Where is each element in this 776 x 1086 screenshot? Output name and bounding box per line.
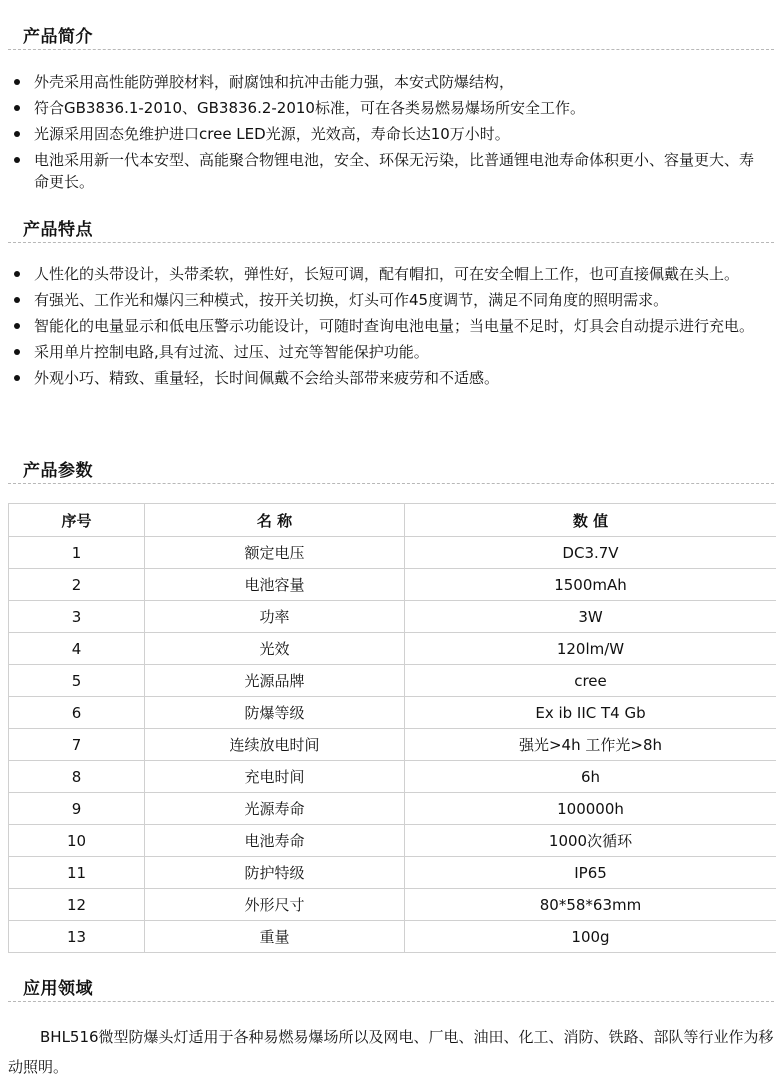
row-name: 功率 [145,601,405,633]
row-name: 充电时间 [145,761,405,793]
row-index: 7 [9,729,145,761]
intro-item: 符合GB3836.1-2010、GB3836.2-2010标准，可在各类易燃易爆场所安全工作。 [10,97,758,119]
table-row [9,793,776,825]
row-value: cree [405,665,776,697]
row-index: 4 [9,633,145,665]
bullet-icon [14,105,20,111]
row-index: 11 [9,857,145,889]
features-section-title [8,203,774,243]
row-name: 防护特级 [145,857,405,889]
bullet-icon [14,297,20,303]
application-text: BHL516微型防爆头灯适用于各种易燃易爆场所以及网电、厂电、油田、化工、消防、铁路、部队等行业作为移动照明。 [8,1028,774,1076]
header-index: 序号 [9,504,145,537]
row-value: IP65 [405,857,776,889]
feature-item: 智能化的电量显示和低电压警示功能设计，可随时查询电池电量；当电量不足时，灯具会自动提示进行充电。 [10,315,758,337]
table-row [9,889,776,921]
intro-item: 光源采用固态免维护进口cree LED光源，光效高，寿命长达10万小时。 [10,123,758,145]
application-title: 应用领域 [23,979,93,999]
feature-item: 有强光、工作光和爆闪三种模式，按开关切换，灯头可作45度调节，满足不同角度的照明需求。 [10,289,758,311]
header-value: 数 值 [405,504,776,537]
bullet-icon [14,157,20,163]
row-value: 3W [405,601,776,633]
row-index: 3 [9,601,145,633]
row-index: 1 [9,537,145,569]
params-title: 产品参数 [23,461,93,481]
table-row [9,601,776,633]
row-index: 5 [9,665,145,697]
row-name: 光源寿命 [145,793,405,825]
params-table [8,503,776,953]
table-row [9,569,776,601]
table-row [9,729,776,761]
row-name: 外形尺寸 [145,889,405,921]
table-row [9,761,776,793]
bullet-icon [14,349,20,355]
features-title: 产品特点 [23,220,93,240]
row-value: 1500mAh [405,569,776,601]
row-value: 6h [405,761,776,793]
row-value: 强光>4h 工作光>8h [405,729,776,761]
intro-item: 电池采用新一代本安型、高能聚合物锂电池，安全、环保无污染，比普通锂电池寿命体积更小、容量更大、寿命更长。 [10,149,758,193]
bullet-icon [14,323,20,329]
table-header-row [9,504,776,537]
table-row [9,857,776,889]
bullet-icon [14,131,20,137]
row-value: 100g [405,921,776,953]
row-name: 额定电压 [145,537,405,569]
header-name: 名 称 [145,504,405,537]
row-index: 9 [9,793,145,825]
row-value: 80*58*63mm [405,889,776,921]
row-index: 13 [9,921,145,953]
row-name: 连续放电时间 [145,729,405,761]
bullet-icon [14,375,20,381]
feature-item: 采用单片控制电路,具有过流、过压、过充等智能保护功能。 [10,341,758,363]
row-value: DC3.7V [405,537,776,569]
row-name: 电池寿命 [145,825,405,857]
table-row [9,697,776,729]
row-name: 防爆等级 [145,697,405,729]
application-section-title [8,962,774,1002]
row-name: 重量 [145,921,405,953]
intro-list [10,71,758,197]
features-list [10,263,758,393]
row-value: 100000h [405,793,776,825]
row-index: 2 [9,569,145,601]
feature-item: 外观小巧、精致、重量轻，长时间佩戴不会给头部带来疲劳和不适感。 [10,367,758,389]
intro-title: 产品简介 [23,27,93,47]
row-index: 8 [9,761,145,793]
row-value: Ex ib IIC T4 Gb [405,697,776,729]
table-row [9,633,776,665]
row-index: 10 [9,825,145,857]
row-value: 1000次循环 [405,825,776,857]
feature-item: 人性化的头带设计，头带柔软，弹性好，长短可调，配有帽扣，可在安全帽上工作，也可直接佩戴在头上。 [10,263,758,285]
table-row [9,825,776,857]
row-name: 光效 [145,633,405,665]
params-section-title [8,444,774,484]
table-row [9,921,776,953]
bullet-icon [14,79,20,85]
row-name: 电池容量 [145,569,405,601]
row-value: 120lm/W [405,633,776,665]
table-row [9,665,776,697]
row-index: 12 [9,889,145,921]
intro-item: 外壳采用高性能防弹胶材料，耐腐蚀和抗冲击能力强，本安式防爆结构， [10,71,758,93]
intro-section-title [8,10,774,50]
row-index: 6 [9,697,145,729]
row-name: 光源品牌 [145,665,405,697]
table-row [9,537,776,569]
bullet-icon [14,271,20,277]
